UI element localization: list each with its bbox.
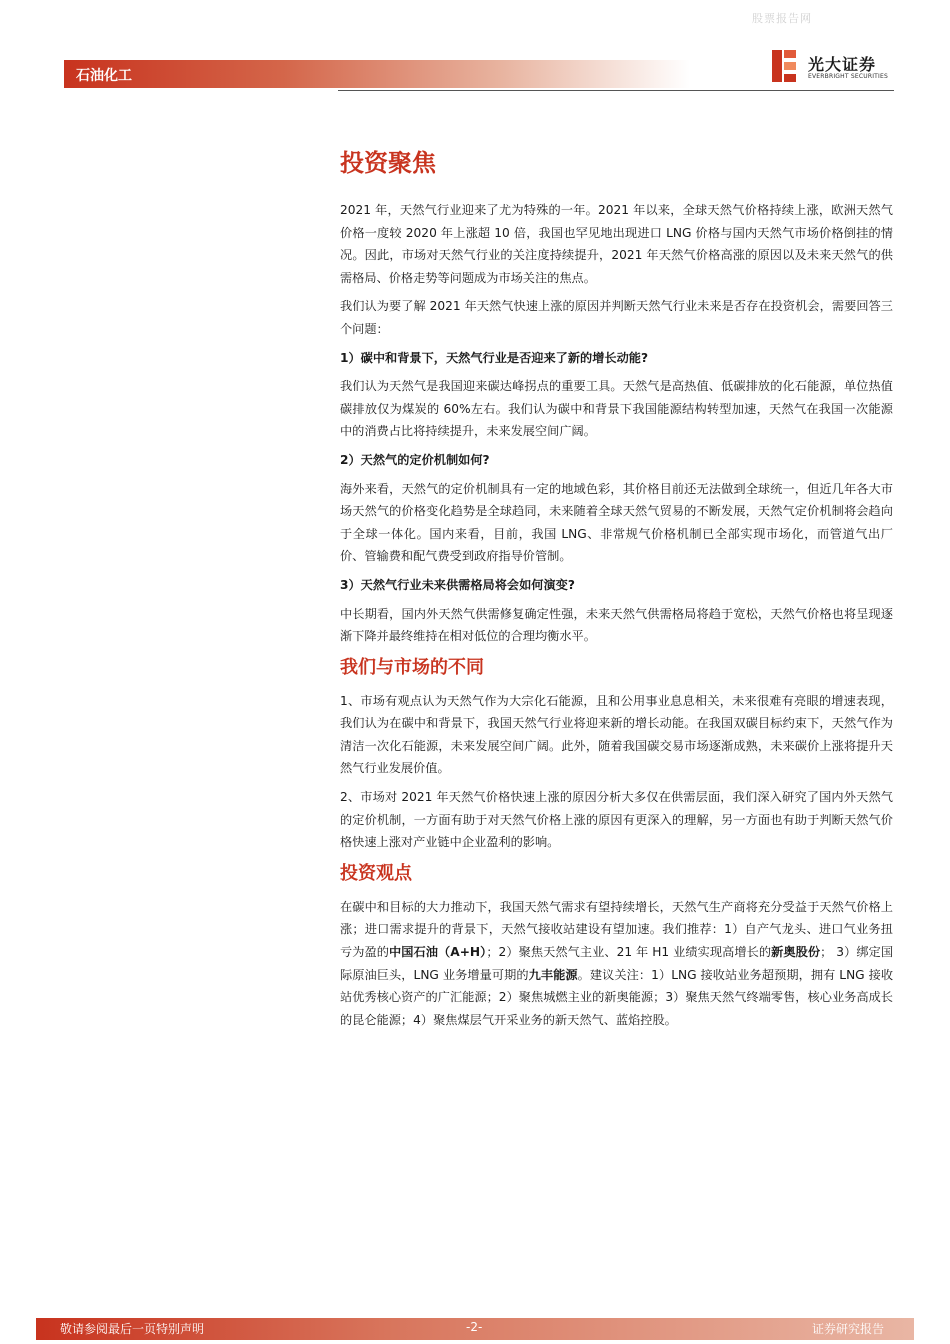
view-text: 在碳中和目标的大力推动下，我国天然气需求有望持续增长，天然气生产商将充分受益于天然气价格上涨；进口需求提升的背景下，天然气接收站建设有望加速。我们推荐：1）自产气龙头、进口气业务扭亏为盈的 [340,899,893,960]
main-content [340,145,893,1037]
difference-paragraph: 2、市场对 2021 年天然气价格快速上涨的原因分析大多仅在供需层面，我们深入研究了国内外天然气的定价机制，一方面有助于对天然气价格上涨的原因有更深入的理解，另一方面也有助于判断天然气价格快速上涨对产业链中企业盈利的影响。 [340,790,893,850]
stock-highlight: 中国石油（A+H） [389,945,487,960]
watermark: 股票报告网 [752,12,812,25]
footer-disclaimer: 敬请参阅最后一页特别声明 [60,1322,205,1336]
footer-report-type: 证券研究报告 [811,1322,884,1336]
brand-name-en: EVERBRIGHT SECURITIES [808,73,888,80]
view-text: ； 3）绑定国际原油巨头，LNG 业务增量可期的 [340,945,894,982]
section-label: 石油化工 [76,68,132,84]
answer-paragraph: 我们认为天然气是我国迎来碳达峰拐点的重要工具。天然气是高热值、低碳排放的化石能源，单位热值碳排放仅为煤炭的 60%左右。我们认为碳中和背景下我国能源结构转型加速，天然气在我国一次能源中的消费占比将持续提升，未来发展空间广阔。 [340,379,893,439]
stock-highlight: 九丰能源 [528,967,578,982]
header-rule [338,90,894,91]
page-title: 投资聚焦 [340,149,436,177]
section-heading-difference: 我们与市场的不同 [340,656,484,678]
investment-view-paragraph [340,896,893,1032]
answer-paragraph: 海外来看，天然气的定价机制具有一定的地域色彩，其价格目前还无法做到全球统一，但近几年各大市场天然气的价格变化趋势是全球趋同，未来随着全球天然气贸易的不断发展，天然气定价机制将会趋向于全球一体化。国内来看，目前，我国 LNG、非常规气价格机制已全部实现市场化，而管道气出厂价、管输费和配气费受到政府指导价管制。 [340,481,893,564]
section-heading-view: 投资观点 [340,862,412,884]
page-number: -2- [466,1320,483,1334]
question-heading: 2）天然气的定价机制如何? [340,452,490,467]
header-band [64,60,690,88]
difference-paragraph: 1、市场有观点认为天然气作为大宗化石能源，且和公用事业息息相关，未来很难有亮眼的增速表现，我们认为在碳中和背景下，我国天然气行业将迎来新的增长动能。在我国双碳目标约束下，天然气作为清洁一次化石能源，未来发展空间广阔。此外，随着我国碳交易市场逐渐成熟，未来碳价上涨将提升天然气行业发展价值。 [340,693,893,776]
question-heading: 3）天然气行业未来供需格局将会如何演变? [340,577,575,592]
logo-mark-icon [770,48,800,84]
view-text: ；2）聚焦天然气主业、21 年 H1 业绩实现高增长的 [486,945,772,960]
footer-band [36,1318,914,1340]
answer-paragraph: 中长期看，国内外天然气供需修复确定性强，未来天然气供需格局将趋于宽松，天然气价格也将呈现逐渐下降并最终维持在相对低位的合理均衡水平。 [340,606,893,644]
intro-paragraph: 我们认为要了解 2021 年天然气快速上涨的原因并判断天然气行业未来是否存在投资机会，需要回答三个问题： [340,299,893,336]
brand-logo [770,48,900,88]
stock-highlight: 新奥股份 [771,945,821,960]
brand-name-cn: 光大证券 [808,55,877,74]
intro-paragraph: 2021 年，天然气行业迎来了尤为特殊的一年。2021 年以来，全球天然气价格持续上涨，欧洲天然气价格一度较 2020 年上涨超 10 倍，我国也罕见地出现进口 LNG 价格与国内天然气市场价格倒挂的情况。因此，市场对天然气行业的关注度持续提升，2021 年天然气价格高涨的原因以及未来天然气的供需格局、价格走势等问题成为市场关注的焦点。 [340,203,893,285]
question-heading: 1）碳中和背景下，天然气行业是否迎来了新的增长动能? [340,350,649,365]
view-text: 。建议关注：1）LNG 接收站业务超预期，拥有 LNG 接收站优秀核心资产的广汇能源；2）聚焦城燃主业的新奥能源；3）聚焦天然气终端零售，核心业务高成长的昆仑能源；4）聚焦煤层气开采业务的新天然气、蓝焰控股。 [340,967,894,1027]
